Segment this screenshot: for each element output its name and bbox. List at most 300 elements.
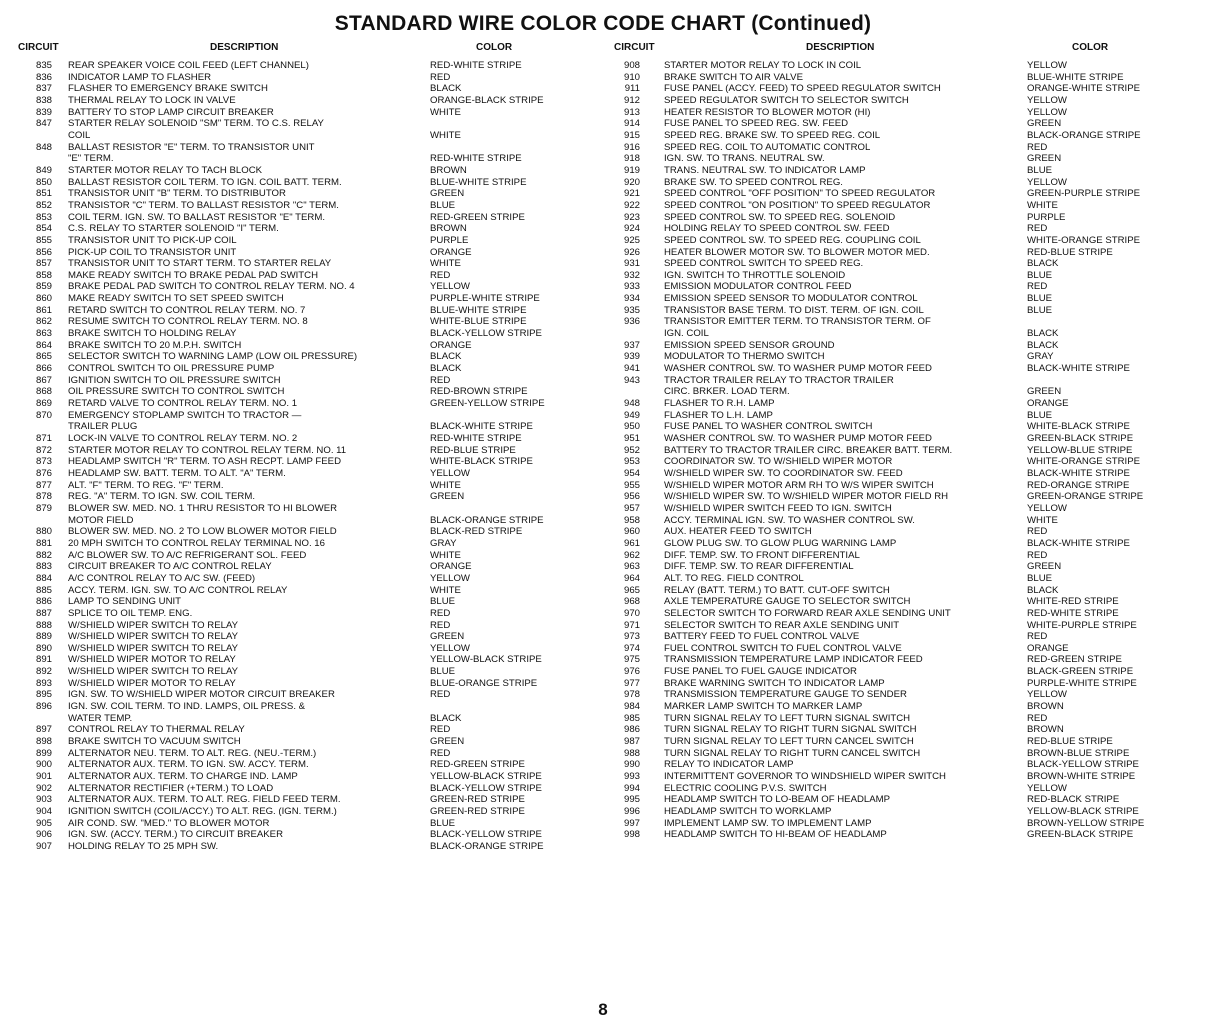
table-row	[608, 340, 1198, 352]
table-row	[10, 596, 590, 608]
table-row	[608, 701, 1198, 713]
circuit-number: 962	[623, 549, 640, 561]
circuit-description: BRAKE SWITCH TO AIR VALVE	[664, 71, 803, 83]
circuit-description: TRANS. NEUTRAL SW. TO INDICATOR LAMP	[664, 164, 866, 176]
circuit-description: STARTER RELAY SOLENOID "SM" TERM. TO C.S. RELAY	[68, 118, 324, 130]
wire-color: ORANGE-BLACK STRIPE	[430, 94, 544, 106]
circuit-description: EMISSION SPEED SENSOR TO MODULATOR CONTROL	[664, 293, 918, 305]
wire-color: PURPLE-WHITE STRIPE	[430, 293, 540, 305]
circuit-number: 993	[623, 771, 640, 783]
circuit-description: HEADLAMP SWITCH TO WORKLAMP	[664, 806, 832, 817]
circuit-number: 860	[35, 293, 52, 305]
circuit-number: 974	[623, 642, 640, 654]
circuit-number: 901	[35, 771, 52, 783]
circuit-description: TRANSISTOR BASE TERM. TO DIST. TERM. OF IGN. COIL	[664, 304, 924, 316]
table-row	[608, 398, 1198, 410]
table-row	[10, 573, 590, 585]
left-column	[10, 40, 590, 853]
circuit-number: 882	[35, 549, 52, 561]
table-row	[608, 631, 1198, 643]
circuit-number: 864	[35, 339, 52, 351]
circuit-description: ALTERNATOR AUX. TERM. TO IGN. SW. ACCY. TERM.	[68, 759, 309, 771]
table-row	[608, 293, 1198, 305]
table-row	[10, 783, 590, 795]
circuit-number: 885	[35, 584, 52, 596]
table-row	[10, 340, 590, 352]
table-row	[10, 351, 590, 363]
circuit-description: A/C BLOWER SW. TO A/C REFRIGERANT SOL. FEED	[68, 549, 307, 561]
circuit-number: 858	[35, 269, 52, 281]
circuit-description: WASHER CONTROL SW. TO WASHER PUMP MOTOR FEED	[664, 363, 932, 375]
circuit-description: IGN. SW. (ACCY. TERM.) TO CIRCUIT BREAKER	[68, 829, 284, 841]
circuit-description: REAR SPEAKER VOICE COIL FEED (LEFT CHANNEL)	[68, 60, 309, 71]
wire-color: YELLOW	[1027, 502, 1067, 514]
wire-color: RED-ORANGE STRIPE	[1027, 479, 1130, 491]
wire-color: BLUE	[430, 199, 456, 211]
circuit-number: 949	[623, 409, 640, 421]
circuit-description: W/SHIELD WIPER MOTOR TO RELAY	[68, 654, 236, 666]
circuit-description: EMISSION SPEED SENSOR GROUND	[664, 339, 835, 351]
circuit-number: 985	[623, 712, 640, 724]
wire-color: BLACK-YELLOW STRIPE	[1027, 759, 1139, 771]
wire-color: RED	[1027, 281, 1048, 293]
circuit-description: HEADLAMP SWITCH TO LO-BEAM OF HEADLAMP	[664, 794, 891, 806]
table-row	[608, 305, 1198, 317]
circuit-description: SPEED REGULATOR SWITCH TO SELECTOR SWITCH	[664, 94, 909, 106]
wire-color: BLACK-RED STRIPE	[430, 526, 523, 538]
circuit-number: 968	[623, 596, 640, 608]
circuit-description: CONTROL RELAY TO THERMAL RELAY	[68, 724, 245, 736]
table-row	[608, 468, 1198, 480]
circuit-number: 855	[35, 234, 52, 246]
wire-color: WHITE	[1027, 514, 1058, 526]
wire-color: BROWN-YELLOW STRIPE	[1027, 817, 1145, 829]
circuit-number: 973	[623, 631, 640, 643]
circuit-number: 996	[623, 806, 640, 817]
circuit-number: 914	[623, 118, 640, 130]
table-row	[10, 818, 590, 830]
circuit-number: 994	[623, 782, 640, 794]
wire-color: WHITE-PURPLE STRIPE	[1027, 619, 1137, 631]
left-table-body	[10, 60, 590, 853]
wire-color: PURPLE-WHITE STRIPE	[1027, 677, 1137, 689]
wire-color: ORANGE	[1027, 642, 1069, 654]
wire-color: BLUE-ORANGE STRIPE	[430, 677, 538, 689]
circuit-description: ACCY. TERMINAL IGN. SW. TO WASHER CONTROL SW.	[664, 514, 915, 526]
circuit-number: 907	[35, 840, 52, 852]
wire-color: BLACK-ORANGE STRIPE	[430, 840, 544, 852]
page-title: STANDARD WIRE COLOR CODE CHART (Continued)	[334, 12, 872, 35]
table-row	[10, 328, 590, 340]
table-row	[10, 316, 590, 328]
wire-color: WHITE	[1027, 199, 1058, 211]
circuit-number: 958	[623, 514, 640, 526]
wire-color: BLACK	[430, 351, 462, 363]
wire-color: BLUE-WHITE STRIPE	[1027, 71, 1124, 83]
wire-color: RED-BLUE STRIPE	[430, 444, 516, 456]
circuit-number: 911	[624, 83, 640, 95]
wire-color: BROWN	[430, 223, 467, 235]
circuit-number: 953	[623, 456, 640, 468]
table-row	[608, 212, 1198, 224]
circuit-number: 943	[623, 374, 640, 386]
table-row	[10, 118, 590, 130]
circuit-number: 963	[623, 561, 640, 573]
wire-color: GREEN-BLACK STRIPE	[1027, 829, 1134, 841]
circuit-description: HEATER RESISTOR TO BLOWER MOTOR (HI)	[664, 106, 871, 118]
circuit-number: 851	[35, 188, 52, 200]
circuit-description: IGN. SWITCH TO THROTTLE SOLENOID	[664, 269, 846, 281]
wire-color: WHITE	[430, 129, 461, 141]
circuit-description: ALT. TO REG. FIELD CONTROL	[664, 572, 804, 584]
circuit-description: FUSE PANEL TO WASHER CONTROL SWITCH	[664, 421, 873, 433]
wire-color: RED-WHITE STRIPE	[430, 433, 522, 444]
circuit-description: FUSE PANEL TO SPEED REG. SW. FEED	[664, 118, 849, 130]
wire-color: BLUE	[1027, 269, 1053, 281]
wire-color: YELLOW	[1027, 782, 1067, 794]
circuit-number: 936	[623, 316, 640, 328]
table-row	[608, 107, 1198, 119]
circuit-description: HOLDING RELAY TO SPEED CONTROL SW. FEED	[664, 223, 890, 235]
wire-color: ORANGE	[430, 561, 472, 573]
circuit-description: BATTERY TO STOP LAMP CIRCUIT BREAKER	[68, 106, 274, 118]
circuit-description: AUX. HEATER FEED TO SWITCH	[664, 526, 812, 538]
circuit-number: 922	[623, 199, 640, 211]
wire-color: RED	[430, 689, 451, 701]
table-row	[10, 386, 590, 398]
circuit-number: 838	[35, 94, 52, 106]
circuit-number: 951	[623, 433, 640, 444]
circuit-number: 941	[623, 363, 640, 375]
wire-color: BLACK-YELLOW STRIPE	[430, 829, 542, 841]
wire-color: BROWN-WHITE STRIPE	[1027, 771, 1136, 783]
wire-color: RED	[1027, 549, 1048, 561]
circuit-number: 961	[623, 537, 640, 549]
circuit-number: 990	[623, 759, 640, 771]
table-row	[608, 258, 1198, 270]
table-row	[10, 503, 590, 515]
circuit-description: C.S. RELAY TO STARTER SOLENOID "I" TERM.	[68, 223, 279, 235]
circuit-number: 859	[35, 281, 52, 293]
circuit-number: 919	[623, 164, 640, 176]
circuit-description: ALTERNATOR AUX. TERM. TO ALT. REG. FIELD FEED TERM.	[68, 794, 341, 806]
circuit-number: 964	[623, 572, 640, 584]
table-row	[10, 293, 590, 305]
circuit-number: 932	[623, 269, 640, 281]
circuit-description: W/SHIELD WIPER SWITCH TO RELAY	[68, 619, 239, 631]
circuit-description: TRANSISTOR EMITTER TERM. TO TRANSISTOR TERM. OF	[664, 316, 931, 328]
wire-color: GRAY	[1027, 351, 1054, 363]
table-row	[10, 258, 590, 270]
circuit-number: 850	[35, 176, 52, 188]
wire-color: WHITE-ORANGE STRIPE	[1027, 234, 1140, 246]
wire-color: BLACK-YELLOW STRIPE	[430, 782, 542, 794]
wire-color: BLUE	[1027, 409, 1053, 421]
wire-color: WHITE	[430, 584, 461, 596]
circuit-description: GLOW PLUG SW. TO GLOW PLUG WARNING LAMP	[664, 537, 897, 549]
circuit-description: INDICATOR LAMP TO FLASHER	[68, 71, 212, 83]
circuit-number: 906	[35, 829, 52, 841]
circuit-number: 891	[35, 654, 52, 666]
circuit-number: 984	[623, 701, 640, 713]
circuit-number: 853	[35, 211, 52, 223]
wire-color: BLUE-WHITE STRIPE	[430, 304, 527, 316]
circuit-description: SPEED REG. BRAKE SW. TO SPEED REG. COIL	[664, 129, 881, 141]
circuit-description: W/SHIELD WIPER MOTOR ARM RH TO W/S WIPER SWITCH	[664, 479, 934, 491]
circuit-description: LAMP TO SENDING UNIT	[68, 596, 182, 608]
table-row	[608, 328, 1198, 340]
circuit-description: TRANSMISSION TEMPERATURE LAMP INDICATOR FEED	[664, 654, 923, 666]
circuit-description: 20 MPH SWITCH TO CONTROL RELAY TERMINAL NO. 16	[68, 537, 325, 549]
table-row	[608, 550, 1198, 562]
wire-color: GRAY	[430, 537, 457, 549]
circuit-description: RELAY TO INDICATOR LAMP	[664, 759, 794, 771]
table-row	[10, 585, 590, 597]
circuit-number: 948	[623, 398, 640, 410]
circuit-description: IGNITION SWITCH TO OIL PRESSURE SWITCH	[68, 374, 281, 386]
table-row	[10, 620, 590, 632]
circuit-description: INTERMITTENT GOVERNOR TO WINDSHIELD WIPER SWITCH	[664, 771, 946, 783]
wire-color: GREEN-YELLOW STRIPE	[430, 398, 545, 410]
table-row	[608, 142, 1198, 154]
circuit-description: FLASHER TO EMERGENCY BRAKE SWITCH	[68, 83, 268, 95]
circuit-description: HEADLAMP SW. BATT. TERM. TO ALT. "A" TERM.	[68, 467, 286, 479]
circuit-description: W/SHIELD WIPER MOTOR TO RELAY	[68, 677, 236, 689]
circuit-number: 854	[35, 223, 52, 235]
table-row	[608, 433, 1198, 445]
table-row	[10, 794, 590, 806]
wire-color: BLACK-GREEN STRIPE	[1027, 666, 1134, 678]
circuit-number: 918	[623, 153, 640, 165]
wire-color: BLACK-ORANGE STRIPE	[430, 514, 544, 526]
circuit-description: BRAKE PEDAL PAD SWITCH TO CONTROL RELAY TERM. NO. 4	[68, 281, 355, 293]
table-row	[608, 247, 1198, 259]
circuit-description: FUSE PANEL (ACCY. FEED) TO SPEED REGULATOR SWITCH	[664, 83, 941, 95]
wire-color: BLUE	[1027, 304, 1053, 316]
circuit-number: 925	[623, 234, 640, 246]
wire-color: BLACK-WHITE STRIPE	[1027, 467, 1130, 479]
table-row	[10, 235, 590, 247]
circuit-header: CIRCUIT	[18, 42, 59, 53]
table-row	[608, 783, 1198, 795]
circuit-number: 988	[623, 747, 640, 759]
circuit-description: SELECTOR SWITCH TO REAR AXLE SENDING UNIT	[664, 619, 900, 631]
circuit-description: TRANSMISSION TEMPERATURE GAUGE TO SENDER	[664, 689, 907, 701]
color-header: COLOR	[1072, 42, 1109, 53]
table-row	[10, 200, 590, 212]
wire-color: YELLOW-BLACK STRIPE	[1027, 806, 1139, 817]
table-row	[10, 445, 590, 457]
circuit-description: SPLICE TO OIL TEMP. ENG.	[68, 607, 193, 619]
circuit-number: 861	[35, 304, 52, 316]
circuit-number: 856	[35, 246, 52, 258]
circuit-number: 872	[35, 444, 52, 456]
circuit-description: MARKER LAMP SWITCH TO MARKER LAMP	[664, 701, 863, 713]
table-row	[10, 748, 590, 760]
circuit-number: 920	[623, 176, 640, 188]
circuit-description: BRAKE SWITCH TO HOLDING RELAY	[68, 328, 237, 340]
wire-color: GREEN-RED STRIPE	[430, 794, 525, 806]
wire-color: BLACK	[430, 83, 462, 95]
table-row	[608, 608, 1198, 620]
table-row	[608, 585, 1198, 597]
circuit-description: ALTERNATOR NEU. TERM. TO ALT. REG. (NEU.-TERM.)	[68, 747, 317, 759]
circuit-description: W/SHIELD WIPER SWITCH TO RELAY	[68, 631, 239, 643]
wire-color: RED-WHITE STRIPE	[430, 60, 522, 71]
circuit-description: TRANSISTOR UNIT TO START TERM. TO STARTER RELAY	[68, 258, 332, 270]
wire-color: WHITE-RED STRIPE	[1027, 596, 1119, 608]
circuit-number: 889	[35, 631, 52, 643]
page-number: 8	[598, 1000, 608, 1019]
circuit-number: 877	[35, 479, 52, 491]
circuit-number: 903	[35, 794, 52, 806]
wire-color: BLUE	[430, 596, 456, 608]
circuit-number: 893	[35, 677, 52, 689]
table-row	[10, 561, 590, 573]
table-row	[608, 573, 1198, 585]
wire-color: GREEN-RED STRIPE	[430, 806, 525, 817]
circuit-description: CIRC. BRKER. LOAD TERM.	[664, 386, 790, 398]
table-row	[608, 794, 1198, 806]
circuit-number: 912	[623, 94, 640, 106]
table-row	[608, 491, 1198, 503]
circuit-description: DIFF. TEMP. SW. TO REAR DIFFERENTIAL	[664, 561, 854, 573]
wire-color: RED	[430, 724, 451, 736]
table-row	[608, 270, 1198, 282]
table-row	[608, 643, 1198, 655]
circuit-description: TRACTOR TRAILER RELAY TO TRACTOR TRAILER	[664, 374, 894, 386]
circuit-number: 887	[35, 607, 52, 619]
circuit-description: MAKE READY SWITCH TO SET SPEED SWITCH	[68, 293, 284, 305]
wire-color: RED-BLUE STRIPE	[1027, 246, 1113, 258]
circuit-number: 998	[623, 829, 640, 841]
wire-color: BLUE	[1027, 572, 1053, 584]
wire-color: YELLOW	[1027, 176, 1067, 188]
circuit-description: COORDINATOR SW. TO W/SHIELD WIPER MOTOR	[664, 456, 893, 468]
circuit-number: 892	[35, 666, 52, 678]
table-row	[10, 247, 590, 259]
circuit-description: "E" TERM.	[68, 153, 114, 165]
table-row	[608, 118, 1198, 130]
circuit-number: 997	[623, 817, 640, 829]
wire-color: GREEN-PURPLE STRIPE	[1027, 188, 1141, 200]
circuit-description: AXLE TEMPERATURE GAUGE TO SELECTOR SWITCH	[664, 596, 911, 608]
circuit-description: BRAKE WARNING SWITCH TO INDICATOR LAMP	[664, 677, 885, 689]
table-row	[608, 130, 1198, 142]
table-row	[10, 83, 590, 95]
circuit-description: DIFF. TEMP. SW. TO FRONT DIFFERENTIAL	[664, 549, 860, 561]
table-row	[10, 95, 590, 107]
table-row	[608, 363, 1198, 375]
circuit-number: 957	[623, 502, 640, 514]
table-row	[608, 188, 1198, 200]
wire-color: RED-GREEN STRIPE	[430, 211, 525, 223]
table-row	[608, 83, 1198, 95]
circuit-description: CONTROL SWITCH TO OIL PRESSURE PUMP	[68, 363, 275, 375]
circuit-number: 921	[623, 188, 640, 200]
circuit-number: 954	[623, 467, 640, 479]
table-row	[10, 736, 590, 748]
circuit-description: RESUME SWITCH TO CONTROL RELAY TERM. NO. 8	[68, 316, 308, 328]
circuit-number: 970	[623, 607, 640, 619]
table-row	[608, 526, 1198, 538]
circuit-number: 849	[35, 164, 52, 176]
circuit-description: IMPLEMENT LAMP SW. TO IMPLEMENT LAMP	[664, 817, 872, 829]
table-row	[10, 689, 590, 701]
circuit-description: SPEED CONTROL SW. TO SPEED REG. COUPLING COIL	[664, 234, 921, 246]
table-row	[10, 666, 590, 678]
circuit-number: 868	[35, 386, 52, 398]
circuit-description: BRAKE SWITCH TO 20 M.P.H. SWITCH	[68, 339, 242, 351]
circuit-number: 933	[623, 281, 640, 293]
table-row	[608, 316, 1198, 328]
table-row	[10, 223, 590, 235]
circuit-description: BATTERY FEED TO FUEL CONTROL VALVE	[664, 631, 860, 643]
wire-color: YELLOW-BLACK STRIPE	[430, 654, 542, 666]
table-row	[10, 841, 590, 853]
wire-color: WHITE-ORANGE STRIPE	[1027, 456, 1140, 468]
wire-color: GREEN-ORANGE STRIPE	[1027, 491, 1144, 503]
wire-color: RED	[1027, 141, 1048, 153]
circuit-number: 862	[35, 316, 52, 328]
circuit-number: 866	[35, 363, 52, 375]
table-row	[10, 375, 590, 387]
wire-color: WHITE-BLACK STRIPE	[430, 456, 533, 468]
circuit-number: 915	[623, 129, 640, 141]
circuit-description: RELAY (BATT. TERM.) TO BATT. CUT-OFF SWITCH	[664, 584, 890, 596]
table-row	[608, 620, 1198, 632]
wire-color: BLACK	[430, 712, 462, 724]
wire-color: RED-BROWN STRIPE	[430, 386, 528, 398]
wire-color: BLACK-WHITE STRIPE	[430, 421, 533, 433]
wire-color: RED-WHITE STRIPE	[1027, 607, 1119, 619]
wire-color: GREEN	[1027, 153, 1062, 165]
circuit-number: 884	[35, 572, 52, 584]
wire-color: GREEN	[1027, 561, 1062, 573]
table-row	[10, 515, 590, 527]
table-row	[10, 421, 590, 433]
wire-color: YELLOW	[1027, 94, 1067, 106]
circuit-description: ACCY. TERM. IGN. SW. TO A/C CONTROL RELAY	[68, 584, 288, 596]
circuit-description: RETARD SWITCH TO CONTROL RELAY TERM. NO. 7	[68, 304, 306, 316]
circuit-description: FUEL CONTROL SWITCH TO FUEL CONTROL VALVE	[664, 642, 902, 654]
circuit-number: 839	[35, 106, 52, 118]
table-row	[10, 165, 590, 177]
wire-color: GREEN	[430, 736, 465, 748]
circuit-description: BALLAST RESISTOR "E" TERM. TO TRANSISTOR UNIT	[68, 141, 315, 153]
circuit-description: MOTOR FIELD	[68, 514, 134, 526]
table-row	[608, 538, 1198, 550]
table-row	[10, 410, 590, 422]
circuit-number: 950	[623, 421, 640, 433]
wire-color: RED-GREEN STRIPE	[430, 759, 525, 771]
circuit-number: 965	[623, 584, 640, 596]
wire-color: BROWN	[1027, 701, 1064, 713]
circuit-description: TURN SIGNAL RELAY TO LEFT TURN CANCEL SWITCH	[664, 736, 914, 748]
table-row	[608, 386, 1198, 398]
circuit-description: TRANSISTOR "C" TERM. TO BALLAST RESISTOR "C" TERM.	[68, 199, 339, 211]
right-column	[608, 40, 1198, 841]
circuit-number: 935	[623, 304, 640, 316]
table-row	[608, 829, 1198, 841]
table-row	[10, 60, 590, 72]
circuit-number: 910	[623, 71, 640, 83]
circuit-description: COIL TERM. IGN. SW. TO BALLAST RESISTOR "E" TERM.	[68, 211, 326, 223]
wire-color: WHITE	[430, 479, 461, 491]
table-row	[10, 107, 590, 119]
table-row	[608, 165, 1198, 177]
table-row	[10, 771, 590, 783]
